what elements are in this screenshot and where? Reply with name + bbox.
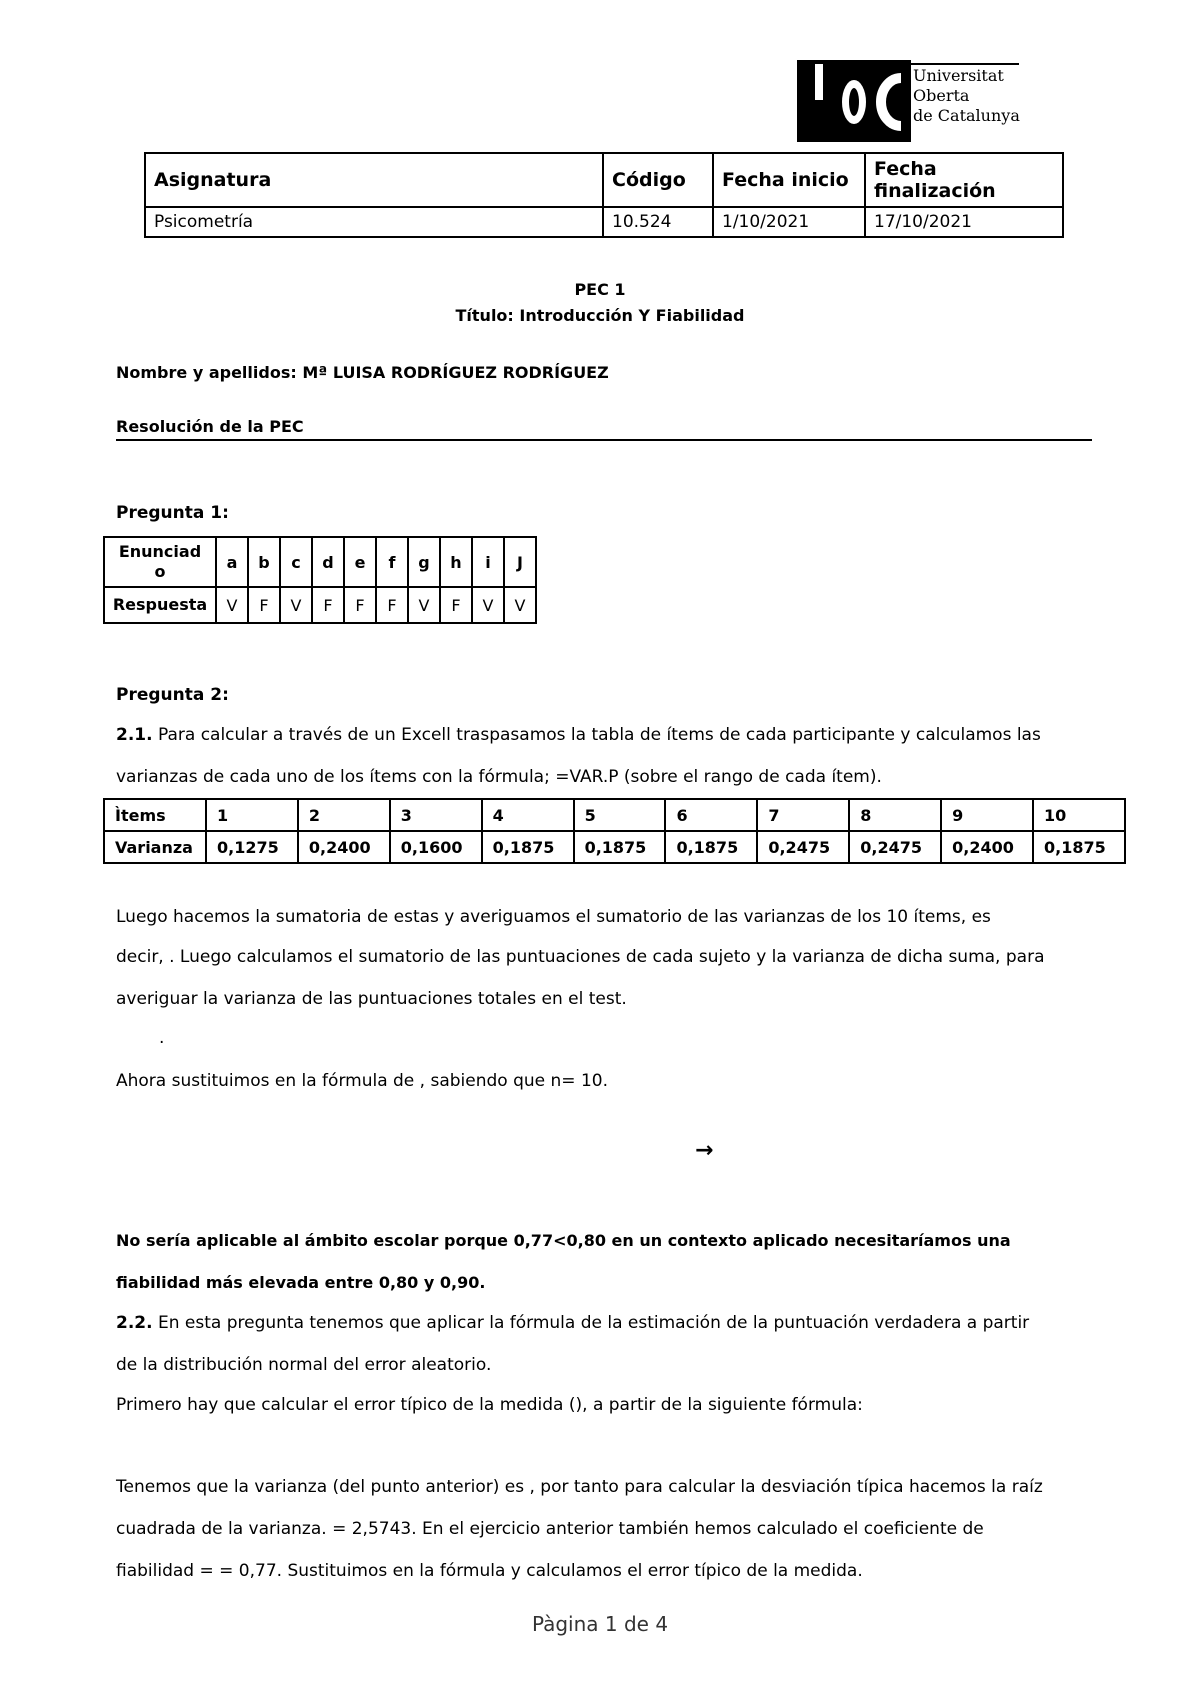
logo-rule [911,63,1019,65]
variance-items-row [104,799,1125,831]
variance-item: 4 [482,799,574,831]
sum-paragraph-line-2: decir, . Luego calculamos el sumatorio de las puntuaciones de cada sujeto y la varianza de dicha suma, para [116,947,1045,967]
uoc-logo-text [913,66,1020,126]
p21-paragraph-line-2: varianzas de cada uno de los ítems con la fórmula; =VAR.P (sobre el rango de cada ítem). [116,767,882,787]
p22-paragraph-line-1 [116,1312,1029,1334]
variance-values-row [104,831,1125,863]
q1-header-label-line2: o [154,562,166,581]
variance-item: 9 [941,799,1033,831]
q1-col: c [280,537,312,587]
q1-answer: V [216,587,248,623]
conclusion-line-1: No sería aplicable al ámbito escolar porque 0,77<0,80 en un contexto aplicado necesitaríamos una [116,1231,1011,1250]
arrow-right-icon: → [695,1138,714,1163]
substitution-paragraph: Ahora sustituimos en la fórmula de , sabiendo que n= 10. [116,1071,608,1091]
q1-header-row [104,537,536,587]
conclusion-line-2: fiabilidad más elevada entre 0,80 y 0,90. [116,1273,486,1292]
variance-item: 1 [206,799,298,831]
variance-value: 0,2400 [941,831,1033,863]
q1-col: a [216,537,248,587]
variance-item: 5 [574,799,666,831]
q1-header-label [104,537,216,587]
p22-paragraph-line-5: cuadrada de la varianza. = 2,5743. En el ejercicio anterior también hemos calculado el coeficiente de [116,1519,984,1539]
q1-answer: V [280,587,312,623]
variance-value: 0,1875 [574,831,666,863]
pregunta-2-label: Pregunta 2: [116,685,229,705]
q1-col: g [408,537,440,587]
student-name: Nombre y apellidos: Mª LUISA RODRÍGUEZ RODRÍGUEZ [116,363,609,382]
sum-paragraph-line-1: Luego hacemos la sumatoria de estas y averiguamos el sumatorio de las varianzas de los 10 ítems, es [116,907,991,927]
pregunta-1-table [103,536,537,624]
variance-item: 8 [849,799,941,831]
p22-paragraph-line-3: Primero hay que calcular el error típico de la medida (), a partir de la siguiente fórmula: [116,1395,863,1415]
q1-answer: F [248,587,280,623]
p22-number: 2.2. [116,1313,153,1333]
q1-answer: F [344,587,376,623]
page-footer: Pàgina 1 de 4 [531,1612,669,1636]
q1-header-label-line1: Enunciad [118,542,202,561]
q1-answer-label: Respuesta [104,587,216,623]
variance-value: 0,1875 [665,831,757,863]
variance-values-label: Varianza [104,831,206,863]
formula-placeholder-dot: . [159,1028,165,1048]
q1-answer: V [472,587,504,623]
q1-col: e [344,537,376,587]
p22-paragraph-line-2: de la distribución normal del error aleatorio. [116,1355,492,1375]
cell-codigo: 10.524 [603,207,713,237]
q1-answer: V [408,587,440,623]
p21-number: 2.1. [116,725,153,745]
q1-answer: V [504,587,536,623]
variance-item: 7 [757,799,849,831]
q1-col: i [472,537,504,587]
q1-col: J [504,537,536,587]
variance-value: 0,1600 [390,831,482,863]
header-cell-codigo: Código [603,153,713,207]
section-divider [116,439,1092,441]
course-info-header-row [145,153,1063,207]
pec-subtitle: Título: Introducción Y Fiabilidad [455,306,745,325]
variance-value: 0,2475 [849,831,941,863]
q1-col: d [312,537,344,587]
variance-item: 2 [298,799,390,831]
variance-value: 0,1875 [482,831,574,863]
q1-col: f [376,537,408,587]
variance-item: 10 [1033,799,1125,831]
logo-line-2: Oberta [913,86,970,105]
q1-col: h [440,537,472,587]
p22-text-a: En esta pregunta tenemos que aplicar la fórmula de la estimación de la puntuación verdadera a partir [152,1313,1030,1333]
q1-answer-row [104,587,536,623]
pec-title: PEC 1 [574,280,626,299]
cell-fecha-inicio: 1/10/2021 [713,207,865,237]
variance-value: 0,2475 [757,831,849,863]
q1-answer: F [312,587,344,623]
p21-text-a: Para calcular a través de un Excell traspasamos la tabla de ítems de cada participante y calculamos las [152,725,1041,745]
pregunta-1-label: Pregunta 1: [116,503,229,523]
header-cell-asignatura: Asignatura [145,153,603,207]
logo-line-3: de Catalunya [913,106,1020,125]
variance-value: 0,1275 [206,831,298,863]
variance-items-label: Ìtems [104,799,206,831]
cell-asignatura: Psicometría [145,207,603,237]
resolution-heading: Resolución de la PEC [116,417,304,436]
q1-col: b [248,537,280,587]
p21-paragraph-line-1 [116,724,1041,746]
variance-value: 0,1875 [1033,831,1125,863]
p22-paragraph-line-4: Tenemos que la varianza (del punto anterior) es , por tanto para calcular la desviación típica hacemos la raíz [116,1477,1043,1497]
variance-item: 3 [390,799,482,831]
course-info-table [144,152,1064,238]
header-cell-fecha-finalizacion: Fecha finalización [865,153,1063,207]
p22-paragraph-line-6: fiabilidad = = 0,77. Sustituimos en la fórmula y calculamos el error típico de la medida. [116,1561,863,1581]
variance-item: 6 [665,799,757,831]
q1-answer: F [376,587,408,623]
q1-answer: F [440,587,472,623]
variance-value: 0,2400 [298,831,390,863]
cell-fecha-finalizacion: 17/10/2021 [865,207,1063,237]
sum-paragraph-line-3: averiguar la varianza de las puntuaciones totales en el test. [116,989,627,1009]
course-info-data-row [145,207,1063,237]
logo-line-1: Universitat [913,66,1004,85]
header-cell-fecha-inicio: Fecha inicio [713,153,865,207]
variance-table [103,798,1126,864]
